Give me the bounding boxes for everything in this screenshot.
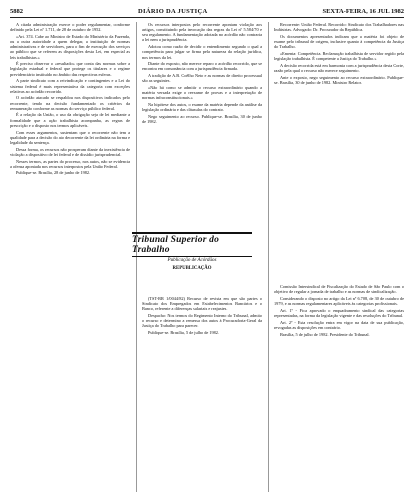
paragraph: Recorrente: União Federal. Recorrido: Sindicato dos Trabalhadores nas Indústrias. Advogado: Dr. Procurador da República. bbox=[274, 22, 404, 33]
text-column-2b bbox=[142, 296, 262, 492]
section-subhead: REPUBLICAÇÃO bbox=[172, 266, 212, 271]
section-subtitle: Publicação de Acórdãos bbox=[167, 258, 217, 263]
paragraph: Despacho: Nos termos do Regimento Interno do Tribunal, admito o recurso e determino a remessa dos autos à Procuradoria-Geral da Justiça do Trabalho para parecer. bbox=[142, 313, 262, 329]
paragraph: Com esses argumentos, sustentam que o recorrente não tem a qualidade para a decisão do ato decorrente da lei ordinária na forma e legalidade da sentença. bbox=[10, 129, 130, 145]
paragraph: A tradição de A.B. Coêlho Neto e as normas de direito processual são as seguintes. bbox=[142, 73, 262, 84]
paragraph: Nesses termos, as partes do processo, nos autos, não se evidencia a ofensa apontada nos recursos interpostos pela União Federal. bbox=[10, 158, 130, 169]
paragraph: Publique-se. Brasília, 28 de junho de 1982. bbox=[16, 170, 91, 176]
paragraph: É a relação da União, o uso da obrigação seja de lei mediante a formalidade que a ação trabalhista acompanha, as regras de prescrição e o disposto nos termos aplicáveis. bbox=[10, 112, 130, 128]
paragraph: A decisão recorrida está em harmonia com a jurisprudência desta Corte, razão pela qual o recurso não merece seguimento. bbox=[274, 62, 404, 74]
paragraph: A parte sindicato com a reivindicação e contingentes e a Lei do sistema federal é mais representativa da categoria com exceções relativas ao acórdão recorrido. bbox=[10, 78, 130, 94]
issue-date: SEXTA-FEIRA, 16 JUL 1982 bbox=[322, 8, 404, 15]
paragraph: A citada administração exerce o poder regulamentar, conforme definido pela Lei nº 1.711, de 28 de outubro de 1952. bbox=[10, 22, 130, 33]
section-title: Tribunal Superior do Trabalho bbox=[132, 235, 220, 255]
paragraph: É preciso observar o «resultado» que conta das normas sobre a legislação estadual e federal que protege os titulares e o regime previdenciário instituído no âmbito das respectivas esferas. bbox=[10, 61, 130, 77]
paragraph: Os recursos interpostos pelo recorrente apontam violação aos artigos, constituindo pela invocação das regras da Lei nº 5.584/70 e seu regulamento. A fundamentação adotada no acórdão não contraria a lei nem a jurisprudência. bbox=[142, 22, 262, 43]
paragraph: Nego seguimento ao recurso. Publique-se. Brasília, 30 de junho de 1982. bbox=[142, 114, 262, 125]
paragraph: «Não há como se admitir o recurso extraordinário quando a matéria versada exige o reexame de provas e a interpretação de normas infraconstitucionais.» bbox=[142, 85, 262, 101]
paragraph: Adotou como razão de decidir o entendimento segundo o qual a competência para julgar se firma pela natureza da relação jurídica, nos termos da lei. bbox=[142, 44, 262, 60]
text-column-2 bbox=[142, 22, 262, 227]
paragraph: Os documentos apresentados indicam que a matéria foi objeto de exame pelo tribunal de origem, inclusive quanto à competência da Justiça do Trabalho. bbox=[274, 33, 404, 50]
paragraph: Dessa forma, os recursos não prosperam diante da inexistência de violação a dispositivo de lei federal e de dissídio jurisprudencial. bbox=[10, 146, 130, 157]
text-column-3 bbox=[274, 22, 404, 277]
paragraph: Art. 1º - Fica aprovado o enquadramento sindical das categorias representadas, na forma da legislação vigente e das resoluções do Tribunal. bbox=[274, 307, 404, 318]
paragraph: (TST-RR 1/0044/82) Recurso de revista em que são partes o Sindicato dos Empregados em Estabelecimentos Bancários e o Banco, referente a diferenças salariais e reajustes. bbox=[142, 296, 262, 312]
paragraph: Comissão Intersindical de Fiscalização do Estado de São Paulo com o objetivo de regular a jornada de trabalho e as normas de sindicalização. bbox=[274, 284, 404, 295]
paragraph: «Ementa: Competência. Reclamação trabalhista de servidor regido pela legislação trabalhista. É competente a Justiça do Trabalho.» bbox=[274, 50, 404, 62]
text-column-3b bbox=[274, 284, 404, 492]
journal-title: DIÁRIO DA JUSTIÇA bbox=[138, 8, 208, 15]
paragraph: Diante do exposto, não merece reparo o acórdão recorrido, que se encontra em consonância com a jurisprudência firmada. bbox=[142, 61, 262, 72]
section-title-box bbox=[132, 232, 252, 257]
paragraph: O acórdão atacado se respaldou nos dispositivos indicados pelo recorrente, tendo na decisão fundamentado os critérios da remuneração conforme as normas do serviço público federal. bbox=[10, 95, 130, 111]
paragraph: Ante o exposto, nego seguimento ao recurso extraordinário. Publique-se. Brasília, 30 de junho de 1982. Ministro Relator. bbox=[274, 74, 404, 85]
paragraph: «Art. 374. Cabe ao Ministro de Estado do Ministério da Fazenda, ou a outra autoridade a quem delegar, a instituição de normas administrativas e de servidores, para o fim de execução dos serviços ao público que se referem as disposições desta Lei, em especial as leis trabalhistas.» bbox=[10, 33, 130, 60]
paragraph: Brasília, 5 de julho de 1982. Presidente do Tribunal. bbox=[280, 331, 370, 337]
paragraph: Art. 2º - Esta resolução entra em vigor na data de sua publicação, revogadas as disposições em contrário. bbox=[274, 319, 404, 330]
paragraph: Na hipótese dos autos, o exame da matéria depende da análise da legislação ordinária e das cláusulas do contrato. bbox=[142, 102, 262, 113]
text-column-1 bbox=[10, 22, 130, 492]
paragraph: Considerando o disposto no artigo da Lei nº 6.708, de 30 de outubro de 1979, e as normas regulamentares aplicáveis às categorias profissionais. bbox=[274, 295, 404, 307]
paragraph: Publique-se. Brasília, 5 de julho de 1982. bbox=[148, 330, 220, 336]
page-header bbox=[10, 8, 404, 18]
page-number: 5882 bbox=[10, 8, 23, 15]
